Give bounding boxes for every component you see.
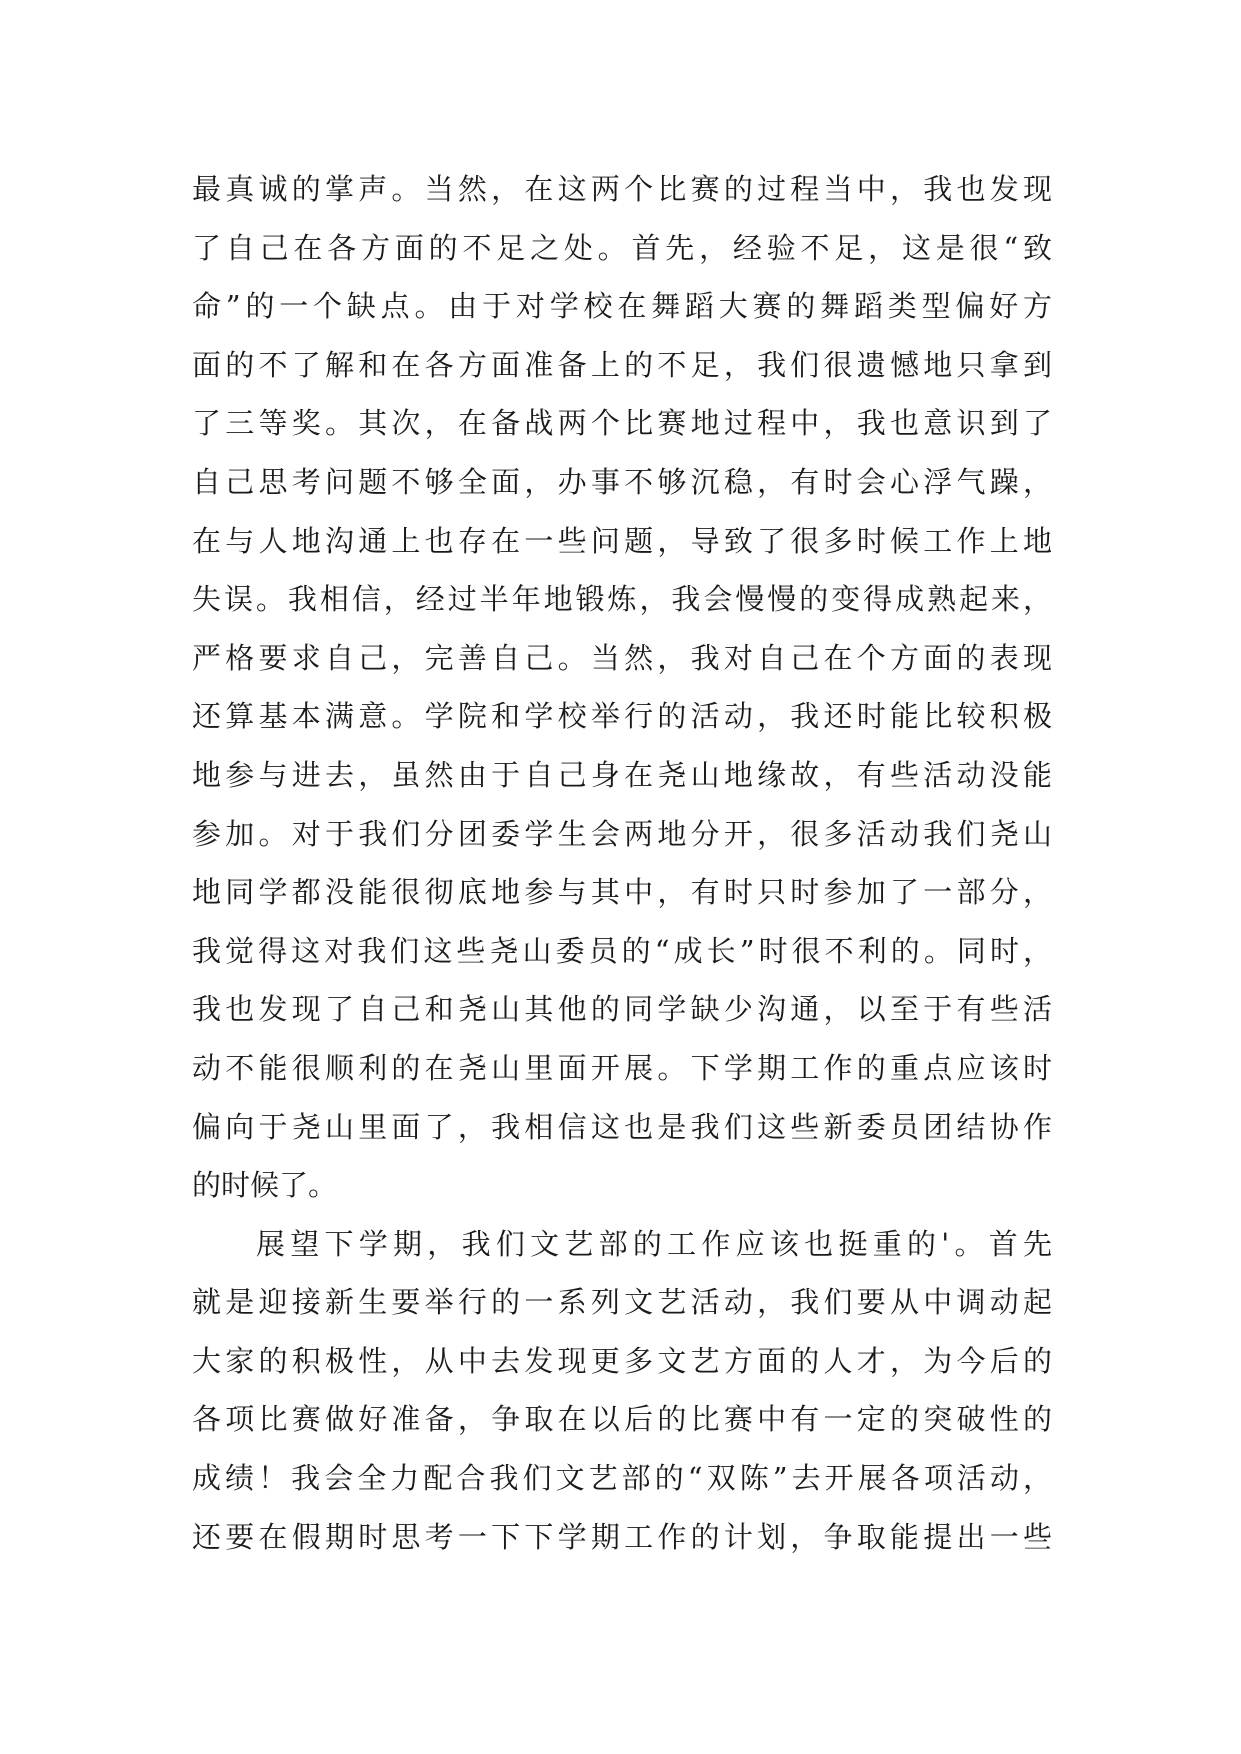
- text-line: 面的不了解和在各方面准备上的不足，我们很遗憾地只拿到: [192, 347, 1052, 382]
- text-line: 地参与进去，虽然由于自己身在尧山地缘故，有些活动没能: [192, 757, 1052, 792]
- text-line: 参加。对于我们分团委学生会两地分开，很多活动我们尧山: [192, 816, 1052, 851]
- text-line: 失误。我相信，经过半年地锻炼，我会慢慢的变得成熟起来，: [192, 582, 1052, 617]
- text-line: 就是迎接新生要举行的一系列文艺活动，我们要从中调动起: [192, 1285, 1052, 1320]
- text-line: 还算基本满意。学院和学校举行的活动，我还时能比较积极: [192, 699, 1052, 734]
- text-line: 成绩！我会全力配合我们文艺部的“双陈”去开展各项活动，: [192, 1461, 1052, 1496]
- body-text: [192, 160, 1052, 1566]
- text-line: 还要在假期时思考一下下学期工作的计划，争取能提出一些: [192, 1519, 1052, 1554]
- text-line: 命”的一个缺点。由于对学校在舞蹈大赛的舞蹈类型偏好方: [192, 289, 1052, 324]
- paragraph-1: [192, 160, 1052, 1215]
- text-line: 了自己在各方面的不足之处。首先，经验不足，这是很“致: [192, 230, 1052, 265]
- text-line: 的时候了。: [192, 1168, 338, 1203]
- text-line: 我也发现了自己和尧山其他的同学缺少沟通，以至于有些活: [192, 992, 1052, 1027]
- text-line: 动不能很顺利的在尧山里面开展。下学期工作的重点应该时: [192, 1050, 1052, 1085]
- paragraph-2: [192, 1215, 1052, 1567]
- text-line: 大家的积极性，从中去发现更多文艺方面的人才，为今后的: [192, 1343, 1052, 1378]
- text-line: 地同学都没能很彻底地参与其中，有时只时参加了一部分，: [192, 875, 1052, 910]
- text-line: 各项比赛做好准备，争取在以后的比赛中有一定的突破性的: [192, 1402, 1052, 1437]
- text-line: 在与人地沟通上也存在一些问题，导致了很多时候工作上地: [192, 523, 1052, 558]
- text-line: 偏向于尧山里面了，我相信这也是我们这些新委员团结协作: [192, 1109, 1052, 1144]
- text-line: 我觉得这对我们这些尧山委员的“成长”时很不利的。同时，: [192, 933, 1052, 968]
- text-line: 自己思考问题不够全面，办事不够沉稳，有时会心浮气躁，: [192, 464, 1052, 499]
- text-line: 展望下学期，我们文艺部的工作应该也挺重的'。首先: [256, 1226, 1052, 1261]
- text-line: 了三等奖。其次，在备战两个比赛地过程中，我也意识到了: [192, 406, 1052, 441]
- text-line: 最真诚的掌声。当然，在这两个比赛的过程当中，我也发现: [192, 172, 1052, 206]
- text-line: 严格要求自己，完善自己。当然，我对自己在个方面的表现: [192, 640, 1052, 675]
